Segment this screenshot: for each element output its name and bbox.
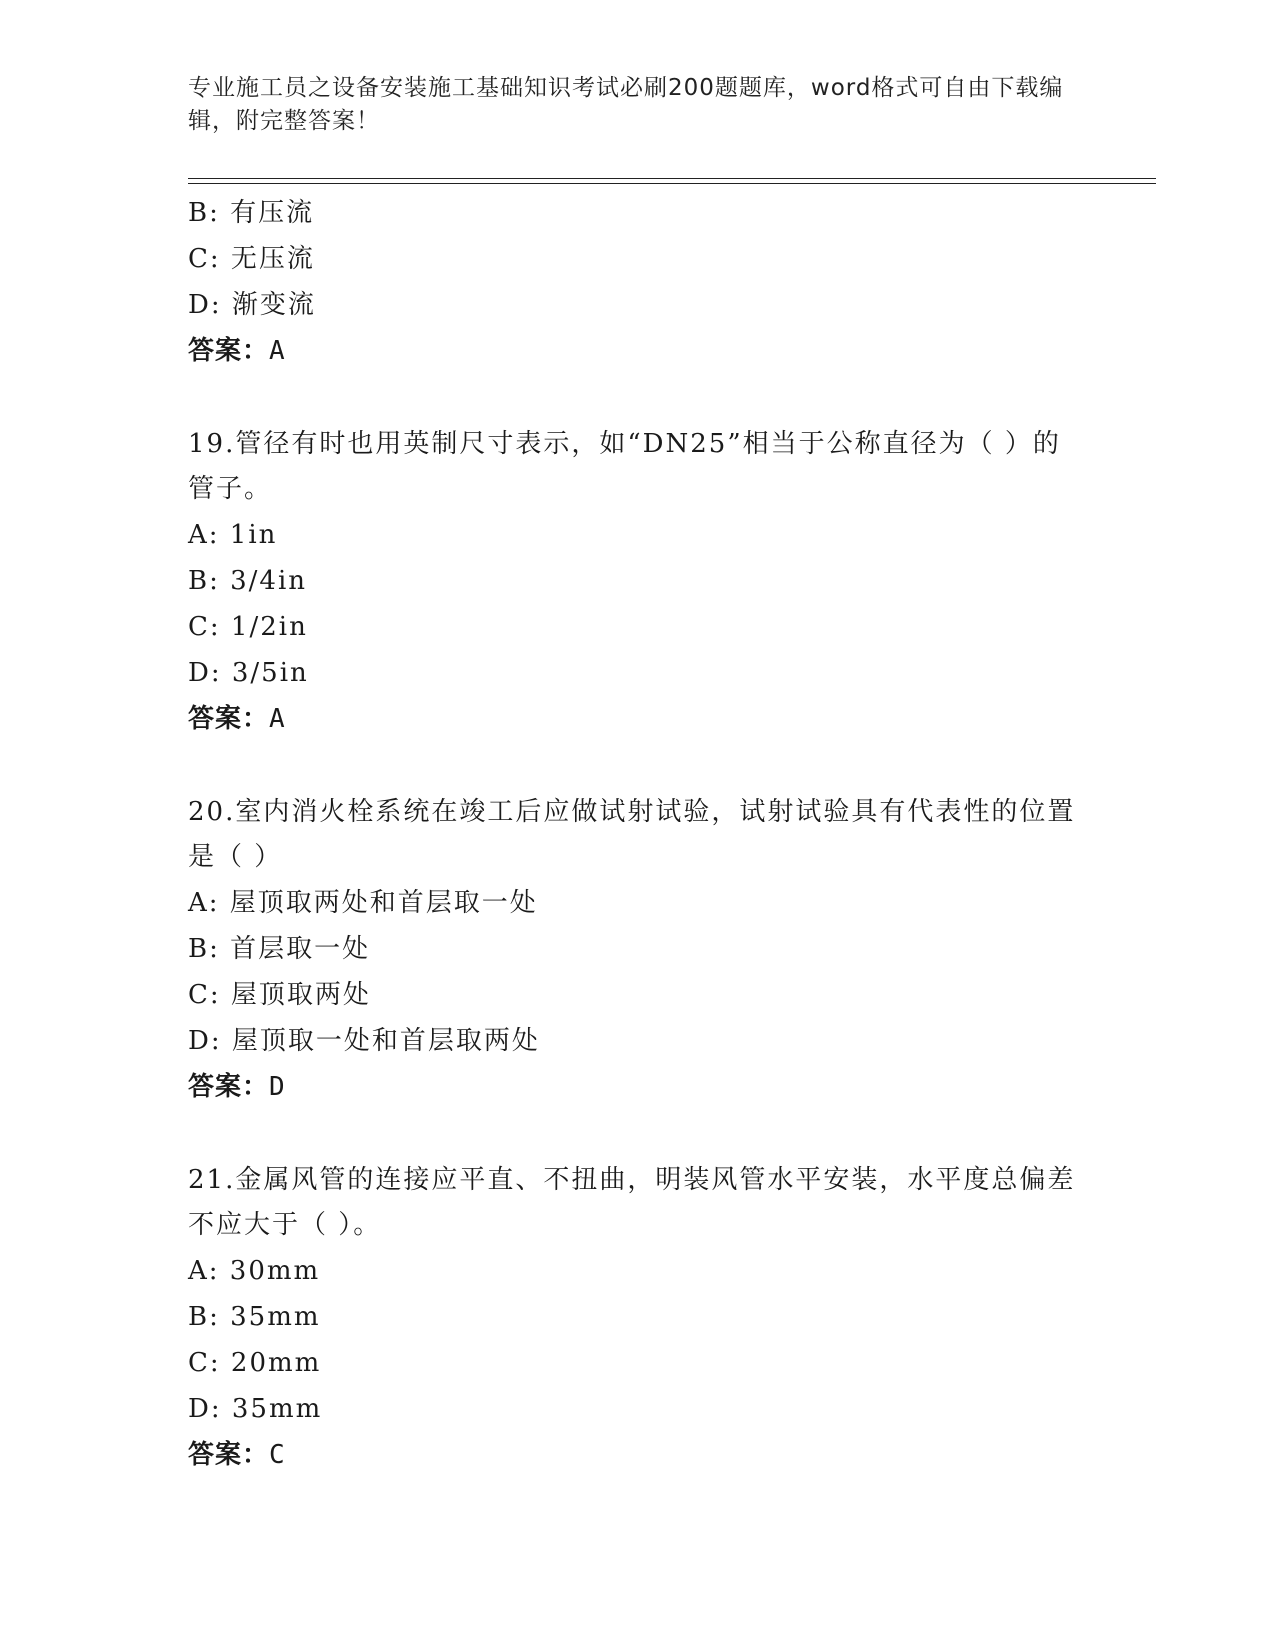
question-20 bbox=[188, 790, 1088, 1110]
option-b: B: 35mm bbox=[188, 1302, 321, 1332]
option-b: B: 3/4in bbox=[188, 566, 308, 596]
partial-question bbox=[188, 190, 1088, 374]
answer-line bbox=[188, 1432, 1088, 1478]
header-rule-bottom bbox=[188, 183, 1156, 184]
answer-label: 答案： bbox=[188, 336, 270, 366]
answer-label: 答案： bbox=[188, 1072, 270, 1102]
option-d: D: 渐变流 bbox=[188, 290, 316, 320]
answer-value: D bbox=[269, 1072, 286, 1102]
option-a: A: 30mm bbox=[188, 1256, 321, 1286]
question-19 bbox=[188, 422, 1088, 742]
option-d: D: 屋顶取一处和首层取两处 bbox=[188, 1026, 540, 1056]
option-d: D: 3/5in bbox=[188, 658, 309, 688]
question-list bbox=[188, 190, 1088, 1478]
option-a: A: 屋顶取两处和首层取一处 bbox=[188, 888, 538, 918]
option-b: B: 有压流 bbox=[188, 198, 315, 228]
question-stem: 21.金属风管的连接应平直、不扭曲，明装风管水平安装，水平度总偏差不应大于（ ）。 bbox=[188, 1165, 1076, 1240]
document-header: 专业施工员之设备安装施工基础知识考试必刷200题题库，word格式可自由下载编辑，附完整答案！ bbox=[188, 75, 1064, 134]
answer-value: A bbox=[269, 336, 286, 366]
answer-line bbox=[188, 696, 1088, 742]
question-21 bbox=[188, 1158, 1088, 1478]
question-stem: 20.室内消火栓系统在竣工后应做试射试验，试射试验具有代表性的位置是（ ） bbox=[188, 797, 1076, 872]
answer-value: C bbox=[269, 1440, 286, 1470]
question-stem: 19.管径有时也用英制尺寸表示，如“DN25”相当于公称直径为（ ）的管子。 bbox=[188, 429, 1061, 504]
option-c: C: 无压流 bbox=[188, 244, 315, 274]
option-b: B: 首层取一处 bbox=[188, 934, 371, 964]
answer-line bbox=[188, 1064, 1088, 1110]
answer-value: A bbox=[269, 704, 286, 734]
option-c: C: 屋顶取两处 bbox=[188, 980, 371, 1010]
answer-label: 答案： bbox=[188, 1440, 270, 1470]
header-rule-top bbox=[188, 178, 1156, 179]
answer-label: 答案： bbox=[188, 704, 270, 734]
option-c: C: 1/2in bbox=[188, 612, 308, 642]
option-d: D: 35mm bbox=[188, 1394, 323, 1424]
option-c: C: 20mm bbox=[188, 1348, 322, 1378]
answer-line bbox=[188, 328, 1088, 374]
option-a: A: 1in bbox=[188, 520, 278, 550]
